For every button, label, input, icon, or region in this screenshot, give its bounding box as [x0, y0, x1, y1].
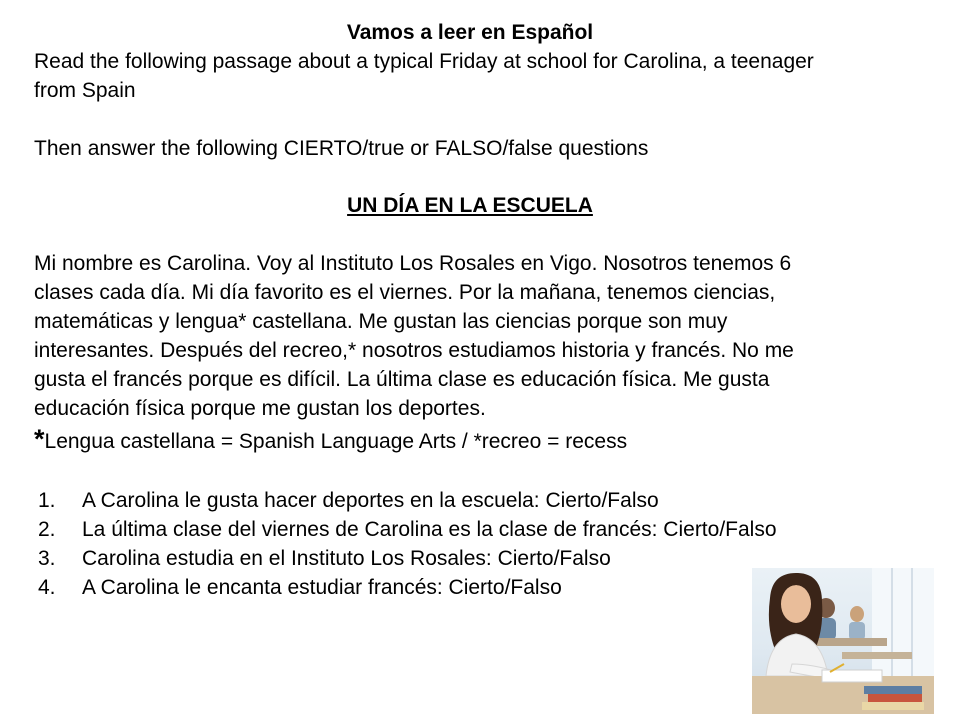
passage-heading-text: UN DÍA EN LA ESCUELA — [347, 194, 593, 217]
student-studying-photo — [752, 568, 934, 714]
footnote-text: Lengua castellana = Spanish Language Arts / *recreo = recess — [44, 430, 628, 453]
list-item — [38, 515, 777, 544]
question-text: Carolina estudia en el Instituto Los Rosales: Cierto/Falso — [82, 547, 611, 570]
passage-heading — [0, 191, 940, 220]
passage-line-3: matemáticas y lengua* castellana. Me gustan las ciencias porque son muy — [34, 310, 728, 333]
passage-line-2: clases cada día. Mi día favorito es el viernes. Por la mañana, tenemos ciencias, — [34, 281, 776, 304]
question-number: 2. — [38, 518, 56, 541]
passage-line-1: Mi nombre es Carolina. Voy al Instituto Los Rosales en Vigo. Nosotros tenemos 6 — [34, 252, 792, 275]
footnote-star: * — [34, 424, 45, 454]
list-item — [38, 544, 777, 573]
question-text: A Carolina le encanta estudiar francés: Cierto/Falso — [82, 576, 562, 599]
intro-line-1: Read the following passage about a typical Friday at school for Carolina, a teenager — [34, 50, 814, 73]
passage-line-6: educación física porque me gustan los deportes. — [34, 397, 486, 420]
student-studying-icon — [752, 568, 934, 714]
question-list — [38, 486, 777, 602]
question-text: A Carolina le gusta hacer deportes en la escuela: Cierto/Falso — [82, 489, 659, 512]
footnote — [34, 425, 914, 456]
question-number: 4. — [38, 576, 56, 599]
list-item — [38, 573, 777, 602]
question-number: 1. — [38, 489, 56, 512]
passage-line-5: gusta el francés porque es difícil. La última clase es educación física. Me gusta — [34, 368, 770, 391]
question-number: 3. — [38, 547, 56, 570]
list-item — [38, 486, 777, 515]
passage-line-4: interesantes. Después del recreo,* nosotros estudiamos historia y francés. No me — [34, 339, 794, 362]
page-title: Vamos a leer en Español — [346, 21, 594, 44]
instructions: Then answer the following CIERTO/true or FALSO/false questions — [34, 137, 649, 160]
intro-line-2: from Spain — [34, 79, 136, 102]
question-text: La última clase del viernes de Carolina es la clase de francés: Cierto/Falso — [82, 518, 777, 541]
